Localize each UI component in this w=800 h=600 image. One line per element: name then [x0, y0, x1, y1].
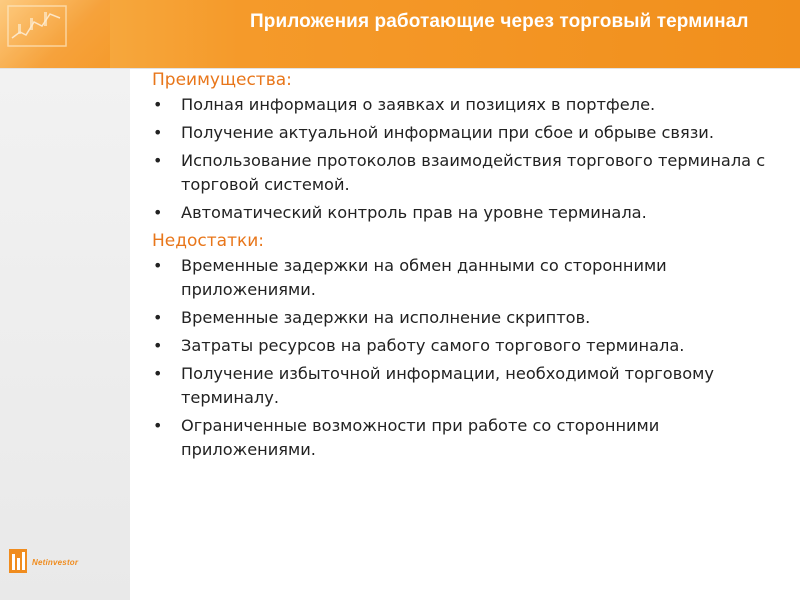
bullet-icon: • [153, 308, 163, 327]
bullet-icon: • [153, 203, 163, 222]
list-item-text: Использование протоколов взаимодействия торгового терминала с торговой системой. [181, 151, 766, 194]
list-item-text: Временные задержки на обмен данными со сторонними приложениями. [181, 256, 667, 299]
slide-content [152, 68, 792, 466]
bullet-icon: • [153, 123, 163, 142]
disadvantages-list [152, 254, 792, 462]
list-item [152, 414, 792, 462]
advantages-list [152, 93, 792, 225]
list-item-text: Временные задержки на исполнение скриптов. [181, 308, 591, 327]
list-item [152, 254, 792, 302]
list-item [152, 334, 792, 358]
page-title: Приложения работающие через торговый терминал [250, 11, 749, 32]
list-item [152, 121, 792, 145]
list-item-text: Полная информация о заявках и позициях в портфеле. [181, 95, 656, 114]
left-panel [0, 0, 130, 600]
chart-monitor-icon [6, 4, 106, 64]
list-item [152, 201, 792, 225]
bullet-icon: • [153, 256, 163, 275]
bullet-icon: • [153, 151, 163, 170]
bullet-icon: • [153, 95, 163, 114]
list-item-text: Получение актуальной информации при сбое и обрыве связи. [181, 123, 714, 142]
netinvestor-logo-icon [8, 546, 30, 576]
netinvestor-logo [8, 546, 98, 576]
logo-text: Netinvestor [32, 558, 79, 567]
bullet-icon: • [153, 336, 163, 355]
list-item [152, 93, 792, 117]
disadvantages-title: Недостатки: [152, 231, 265, 251]
bullet-icon: • [153, 416, 163, 435]
list-item-text: Ограниченные возможности при работе со сторонними приложениями. [181, 416, 660, 459]
slide-header [0, 0, 800, 68]
advantages-title: Преимущества: [152, 70, 292, 90]
list-item [152, 362, 792, 410]
list-item [152, 306, 792, 330]
list-item-text: Затраты ресурсов на работу самого торгового терминала. [181, 336, 685, 355]
list-item [152, 149, 792, 197]
header-chart-image [0, 0, 110, 68]
list-item-text: Получение избыточной информации, необходимой торговому терминалу. [181, 364, 714, 407]
bullet-icon: • [153, 364, 163, 383]
list-item-text: Автоматический контроль прав на уровне терминала. [181, 203, 647, 222]
